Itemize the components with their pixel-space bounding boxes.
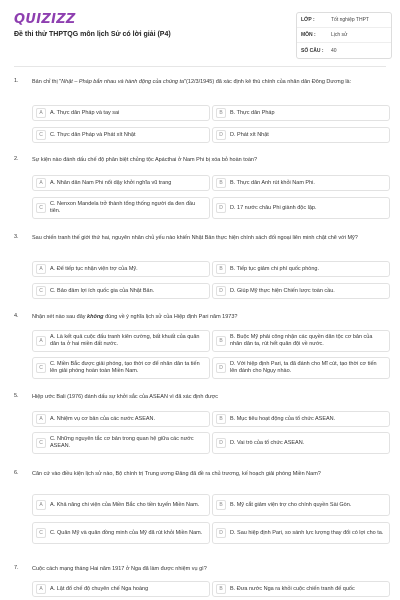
option-a[interactable]	[32, 330, 210, 352]
option-letter-badge: A	[36, 264, 46, 274]
question-number: 7.	[14, 565, 19, 571]
question-number: 2.	[14, 156, 19, 162]
option-letter-badge: B	[216, 108, 226, 118]
option-letter-badge: A	[36, 584, 46, 594]
option-d[interactable]	[212, 522, 390, 544]
option-text: B. Tiếp tục giảm chi phí quốc phòng.	[230, 265, 319, 272]
option-letter-badge: B	[216, 264, 226, 274]
option-text: C. Bảo đảm lợi ích quốc gia của Nhật Bản.	[50, 287, 155, 294]
meta-key: MÔN :	[301, 32, 316, 38]
question-text: Sau chiến tranh thế giới thứ hai, nguyên nhân chủ yếu nào khiến Nhật Bản thực hiện chính sách đối ngoại liên minh chặt chẽ với Mỹ?	[32, 235, 358, 241]
option-letter-badge: C	[36, 130, 46, 140]
option-letter-badge: D	[216, 130, 226, 140]
worksheet-meta-box	[296, 12, 392, 59]
option-letter-badge: B	[216, 336, 226, 346]
option-letter-badge: D	[216, 438, 226, 448]
option-text: A. Lật đổ chế độ chuyên chế Nga hoàng	[50, 585, 149, 592]
worksheet-header	[0, 0, 400, 64]
option-c[interactable]	[32, 432, 210, 454]
option-text: A. Thực dân Pháp và tay sai	[50, 109, 120, 116]
option-text: B. Mỹ cắt giảm viện trợ cho chính quyền Sài Gòn.	[230, 501, 352, 508]
option-c[interactable]	[32, 522, 210, 544]
option-text: C. Thực dân Pháp và Phát xít Nhật	[50, 131, 136, 138]
option-b[interactable]	[212, 261, 390, 277]
option-b[interactable]	[212, 581, 390, 597]
option-d[interactable]	[212, 197, 390, 219]
option-text: B. Đưa nước Nga ra khỏi cuộc chiến tranh đế quốc	[230, 585, 355, 592]
option-letter-badge: B	[216, 500, 226, 510]
option-a[interactable]	[32, 411, 210, 427]
option-text: C. Nenxon Mandela trở thành tổng thống người da đen đầu tiên.	[50, 201, 196, 214]
option-b[interactable]	[212, 175, 390, 191]
question-text: Cuộc cách mạng tháng Hai năm 1917 ở Nga đã làm được nhiệm vụ gì?	[32, 566, 207, 572]
option-text: A. Là kết quả cuộc đấu tranh kiên cường, bất khuất của quân dân ta ở hai miền đất nước.	[50, 334, 200, 347]
meta-row-count	[297, 43, 391, 58]
question-number: 1.	[14, 78, 19, 84]
option-letter-badge: B	[216, 414, 226, 424]
option-d[interactable]	[212, 283, 390, 299]
option-text: B. Buộc Mỹ phải công nhận các quyền dân tộc cơ bản của nhân dân ta, rút hết quân đội về nước.	[230, 334, 373, 347]
question-number: 3.	[14, 234, 19, 240]
option-letter-badge: D	[216, 363, 226, 373]
meta-row-class	[297, 13, 391, 28]
option-text: D. Với hiệp định Pari, ta đã đánh cho Mĩ cút, tạo thời cơ tiến lên đánh cho Ngụy nhào.	[230, 361, 377, 374]
option-letter-badge: B	[216, 584, 226, 594]
option-letter-badge: A	[36, 414, 46, 424]
option-a[interactable]	[32, 175, 210, 191]
option-letter-badge: A	[36, 336, 46, 346]
question-text: Bản chỉ thị "Nhật – Pháp bắn nhau và hành động của chúng ta"(12/3/1945) đã xác định kẻ thù chính của nhân dân Đông Dương là:	[32, 79, 352, 85]
option-text: D. Giúp Mỹ thực hiện Chiến lược toàn cầu.	[230, 287, 335, 294]
option-letter-badge: D	[216, 203, 226, 213]
option-a[interactable]	[32, 581, 210, 597]
option-text: D. Sau hiệp định Pari, so sánh lực lượng thay đổi có lợi cho ta.	[230, 529, 384, 536]
option-letter-badge: C	[36, 363, 46, 373]
option-d[interactable]	[212, 432, 390, 454]
option-letter-badge: A	[36, 178, 46, 188]
question-number: 5.	[14, 393, 19, 399]
option-letter-badge: A	[36, 500, 46, 510]
option-b[interactable]	[212, 411, 390, 427]
option-text: A. Khả năng chi viện của Miền Bắc cho tiền tuyến Miền Nam.	[50, 501, 200, 508]
option-text: C. Miền Bắc được giải phóng, tạo thời cơ để nhân dân ta tiến lên giải phóng hoàn toàn Miền Nam.	[50, 361, 200, 374]
option-letter-badge: C	[36, 203, 46, 213]
meta-value: 40	[331, 47, 337, 54]
meta-value: Tốt nghiệp THPT	[331, 17, 369, 23]
option-letter-badge: D	[216, 286, 226, 296]
option-letter-badge: A	[36, 108, 46, 118]
option-letter-badge: C	[36, 528, 46, 538]
option-text: A. Nhiệm vụ cơ bản của các nước ASEAN.	[50, 415, 156, 422]
question-number: 6.	[14, 470, 19, 476]
option-a[interactable]	[32, 105, 210, 121]
meta-key: LỚP :	[301, 17, 315, 23]
question-text: Hiệp ước Bali (1976) đánh dấu sự khởi sắc của ASEAN vì đã xác định được	[32, 394, 219, 400]
option-text: B. Thực dân Pháp	[230, 109, 275, 116]
option-c[interactable]	[32, 127, 210, 143]
option-text: C. Những nguyên tắc cơ bản trong quan hệ giữa các nước ASEAN.	[50, 436, 194, 449]
option-letter-badge: C	[36, 438, 46, 448]
option-d[interactable]	[212, 357, 390, 379]
option-a[interactable]	[32, 494, 210, 516]
option-text: A. Nhân dân Nam Phi nổi dậy khởi nghĩa vũ trang	[50, 179, 172, 186]
option-text: B. Mục tiêu hoạt động của tổ chức ASEAN.	[230, 415, 336, 422]
option-b[interactable]	[212, 105, 390, 121]
option-text: D. Phát xít Nhật	[230, 131, 269, 138]
question-number: 4.	[14, 313, 19, 319]
option-text: A. Để tiếp tục nhận viện trợ của Mỹ.	[50, 265, 138, 272]
option-d[interactable]	[212, 127, 390, 143]
option-text: D. Vai trò của tổ chức ASEAN.	[230, 439, 305, 446]
option-letter-badge: D	[216, 528, 226, 538]
option-text: B. Thực dân Anh rút khỏi Nam Phi.	[230, 179, 315, 186]
meta-value: Lịch sử	[331, 32, 348, 38]
option-letter-badge: B	[216, 178, 226, 188]
option-c[interactable]	[32, 357, 210, 379]
option-b[interactable]	[212, 330, 390, 352]
option-text: D. 17 nước châu Phi giành độc lập.	[230, 204, 317, 211]
option-text: C. Quân Mỹ và quân đồng minh của Mỹ đã rút khỏi Miền Nam.	[50, 529, 203, 536]
question-text: Sự kiện nào đánh dấu chế độ phân biệt chủng tộc Apácthai ở Nam Phi bị xóa bỏ hoàn toàn?	[32, 157, 258, 163]
option-letter-badge: C	[36, 286, 46, 296]
question-text: Căn cứ vào điều kiện lịch sử nào, Bộ chính trị Trung ương Đảng đã đề ra chủ trương, kế hoạch giải phóng Miền Nam?	[32, 471, 321, 477]
option-c[interactable]	[32, 283, 210, 299]
header-divider	[14, 66, 386, 67]
meta-row-subject	[297, 28, 391, 43]
quizizz-logo: QUIZIZZ	[14, 12, 76, 27]
worksheet-title: Đề thi thử THPTQG môn lịch Sử có lời giải (P4)	[14, 31, 171, 38]
option-b[interactable]	[212, 494, 390, 516]
option-a[interactable]	[32, 261, 210, 277]
option-c[interactable]	[32, 197, 210, 219]
meta-key: SỐ CÂU :	[301, 47, 324, 54]
question-text: Nhận xét nào sau đây không đúng về ý nghĩa lịch sử của Hiệp định Pari năm 1973?	[32, 314, 238, 320]
